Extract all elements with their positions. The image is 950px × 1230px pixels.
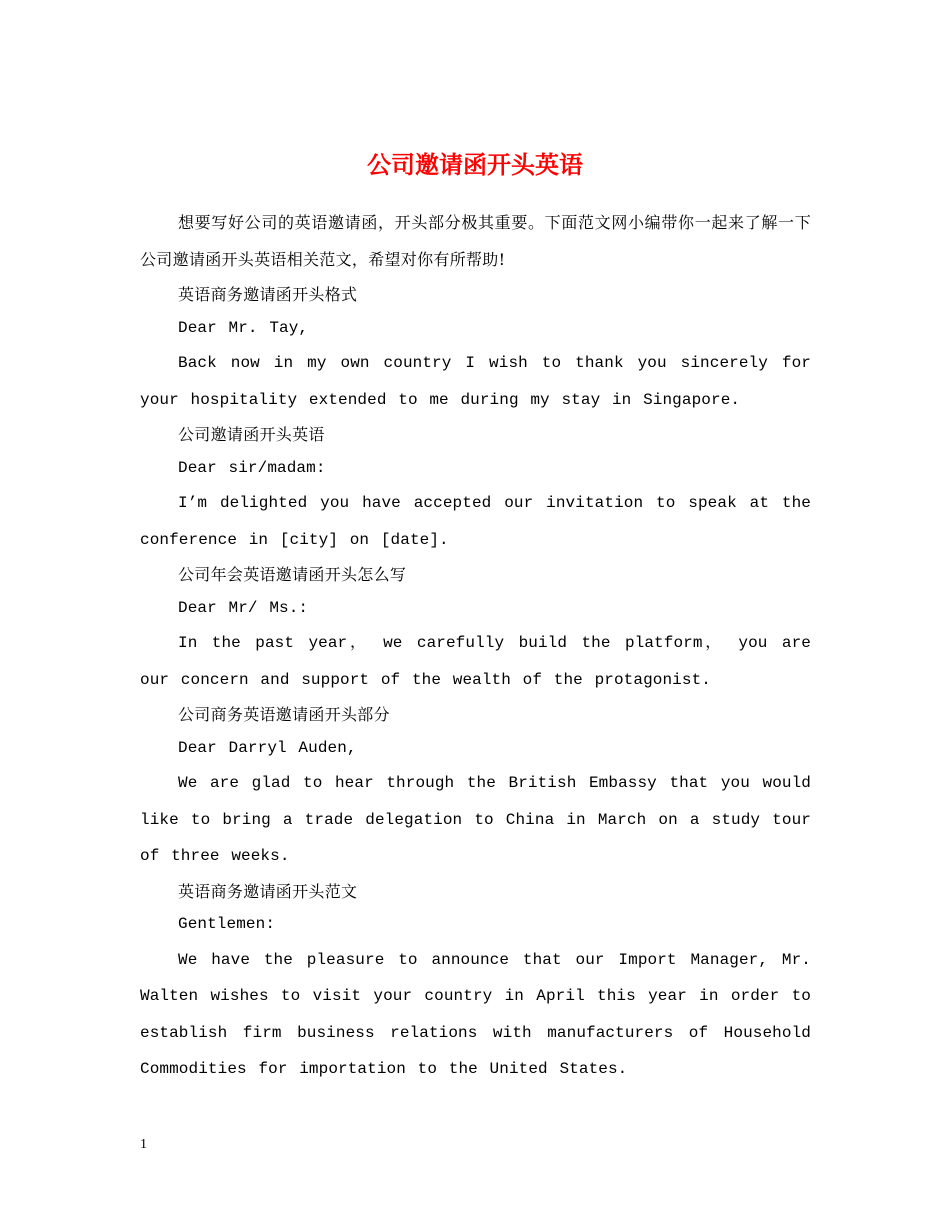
section-heading: 公司年会英语邀请函开头怎么写 [178, 565, 407, 584]
page-number: 1 [140, 1137, 147, 1152]
section-heading: 公司商务英语邀请函开头部分 [178, 705, 390, 724]
example-paragraph: I’m delighted you have accepted our invitation to speak at the conference in [city] on [date]. [140, 494, 811, 549]
example-paragraph: We have the pleasure to announce that our Import Manager, Mr. Walten wishes to visit your country in April this year in order to establish firm business relations with manufacturers of Household Commodities for importation to the United States. [140, 950, 811, 1078]
section-heading: 英语商务邀请函开头范文 [178, 881, 358, 901]
document-body [140, 205, 811, 1088]
section-heading: 公司邀请函开头英语 [178, 425, 325, 444]
intro-paragraph: 想要写好公司的英语邀请函，开头部分极其重要。下面范文网小编带你一起来了解一下公司邀请函开头英语相关范文，希望对你有所帮助! [140, 213, 811, 269]
salutation: Dear Mr. Tay, [178, 318, 309, 337]
example-paragraph: In the past year， we carefully build the platform， you are our concern and support of the wealth of the protagonist. [140, 634, 811, 689]
section-heading: 英语商务邀请函开头格式 [178, 285, 358, 304]
document-title: 公司邀请函开头英语 [367, 150, 583, 180]
example-paragraph: Back now in my own country I wish to thank you sincerely for your hospitality extended to me during my stay in Singapore. [140, 354, 811, 409]
example-paragraph: We are glad to hear through the British Embassy that you would like to bring a trade delegation to China in March on a study tour of three weeks. [140, 774, 811, 865]
salutation: Dear Darryl Auden, [178, 738, 357, 757]
salutation: Dear Mr/ Ms.: [178, 598, 309, 617]
salutation: Gentlemen: [178, 915, 276, 933]
salutation: Dear sir/madam: [178, 458, 326, 477]
